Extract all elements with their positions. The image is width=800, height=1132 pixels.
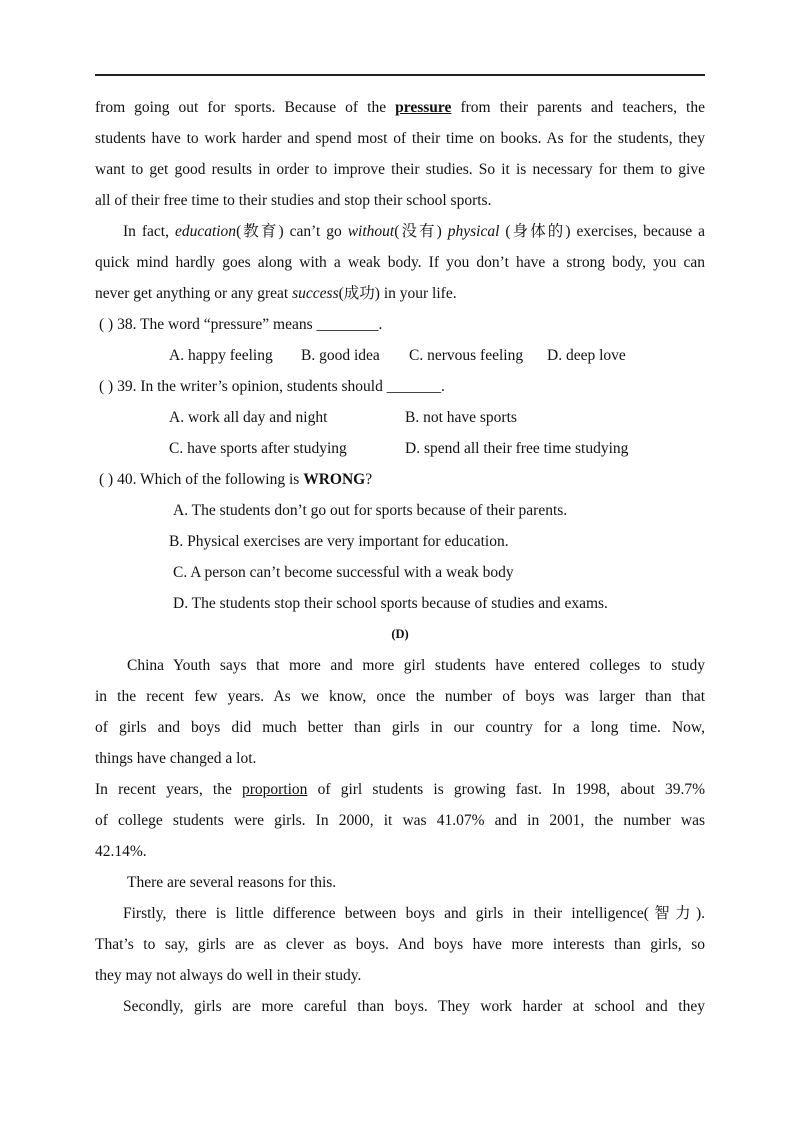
paragraph-line: That’s to say, girls are as clever as boys. And boys have more interests than girls, so — [95, 936, 705, 953]
document-page — [95, 92, 705, 1022]
italic-term: education — [174, 223, 237, 240]
paragraph-line: Secondly, girls are more careful than boys. They work harder at school and they — [123, 998, 705, 1015]
text: (没有) — [394, 223, 448, 240]
text: never get anything or any great — [95, 285, 293, 302]
paragraph-line: students have to work harder and spend most of their time on books. As for the students, they — [95, 130, 705, 147]
question-38-options — [95, 340, 705, 371]
paragraph-line: Firstly, there is little difference between boys and girls in their intelligence(智力). — [123, 905, 705, 922]
text: In fact, — [123, 223, 175, 240]
section-heading: (D) — [391, 627, 409, 641]
paragraph-line: There are several reasons for this. — [127, 874, 337, 891]
paragraph-line: they may not always do well in their study. — [95, 967, 362, 984]
option-c[interactable]: C. A person can’t become successful with a weak body — [173, 564, 514, 581]
option-d[interactable]: D. spend all their free time studying — [405, 440, 629, 457]
option-b[interactable]: B. Physical exercises are very important for education. — [169, 533, 509, 550]
paragraph-line — [95, 216, 705, 247]
paragraph-line — [95, 92, 705, 123]
paragraph-line — [95, 774, 705, 805]
text: of girl students is growing fast. In 1998, about 39.7% — [307, 781, 705, 798]
italic-term: physical — [447, 223, 500, 240]
text: (身体的) exercises, because a — [499, 223, 705, 240]
option-b[interactable]: B. not have sports — [405, 409, 517, 426]
paragraph-line — [95, 278, 705, 309]
option-a[interactable]: A. The students don’t go out for sports because of their parents. — [173, 502, 568, 519]
paragraph-line: China Youth says that more and more girl students have entered colleges to study — [127, 657, 705, 674]
paragraph-line: all of their free time to their studies and stop their school sports. — [95, 192, 492, 209]
option-c[interactable]: C. nervous feeling — [409, 347, 524, 364]
option-a[interactable]: A. happy feeling — [169, 347, 273, 364]
keyword-pressure: pressure — [395, 99, 452, 116]
question-39-options-row2 — [95, 433, 705, 464]
option-d[interactable]: D. deep love — [547, 347, 626, 364]
question-39-stem: ( ) 39. In the writer’s opinion, students should _______. — [99, 378, 445, 395]
option-c[interactable]: C. have sports after studying — [169, 440, 347, 457]
question-38-stem: ( ) 38. The word “pressure” means ________. — [99, 316, 383, 333]
paragraph-line: quick mind hardly goes along with a weak body. If you don’t have a strong body, you can — [95, 254, 705, 271]
italic-term: success — [292, 285, 339, 302]
keyword-proportion: proportion — [242, 781, 308, 798]
question-39-options-row1 — [95, 402, 705, 433]
text: (成功) in your life. — [338, 285, 457, 302]
question-40-stem — [95, 464, 705, 495]
text: from going out for sports. Because of the — [95, 99, 396, 116]
text: ( ) 40. Which of the following is — [99, 471, 304, 488]
paragraph-line: things have changed a lot. — [95, 750, 257, 767]
option-d[interactable]: D. The students stop their school sports because of studies and exams. — [173, 595, 608, 612]
paragraph-line: of college students were girls. In 2000, it was 41.07% and in 2001, the number was — [95, 812, 705, 829]
paragraph-line: in the recent few years. As we know, once the number of boys was larger than that — [95, 688, 705, 705]
paragraph-line: of girls and boys did much better than girls in our country for a long time. Now, — [95, 719, 705, 736]
text: ? — [365, 471, 373, 488]
header-rule — [95, 74, 705, 76]
paragraph-line: want to get good results in order to improve their studies. So it is necessary for them to give — [95, 161, 705, 178]
text: In recent years, the — [95, 781, 242, 798]
text: (教育) can’t go — [236, 223, 348, 240]
italic-term: without — [347, 223, 395, 240]
text: from their parents and teachers, the — [451, 99, 705, 116]
option-a[interactable]: A. work all day and night — [169, 409, 328, 426]
paragraph-line: 42.14%. — [95, 843, 147, 860]
option-b[interactable]: B. good idea — [301, 347, 380, 364]
emphasis-wrong: WRONG — [303, 471, 366, 488]
